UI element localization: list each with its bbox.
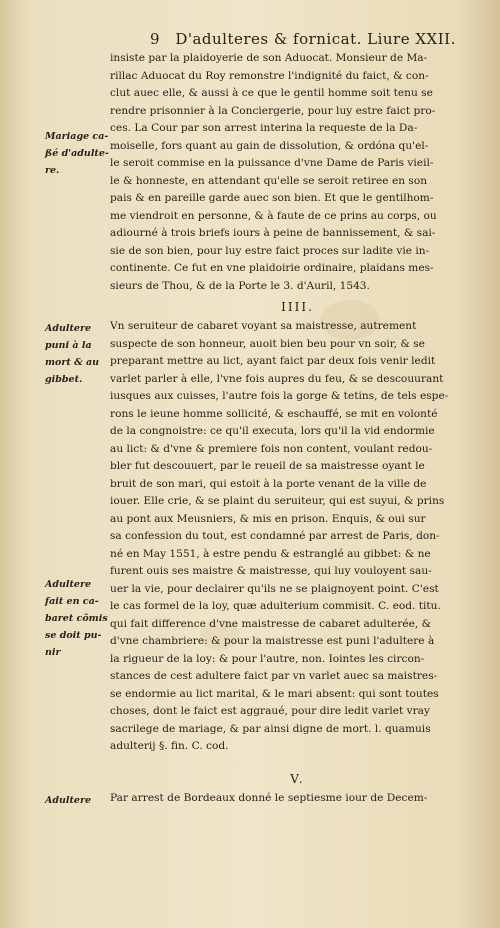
text-line: au pont aux Meusniers, & mis en prison. Enquis, & oui sur: [110, 512, 426, 525]
text-line: preparant mettre au lict, ayant faict par deux fois venir ledit: [110, 355, 436, 367]
text-line: au lict: & d'vne & premiere fois non content, voulant redou-: [110, 442, 433, 455]
text-line: suspecte de son honneur, auoit bien beu pour vn soir, & se: [110, 337, 425, 350]
text-line: insiste par la plaidoyerie de son Aduocat. Monsieur de Ma-: [110, 52, 428, 64]
margin-note: Adultere fait en ca- baret cõmis se doit pu- nir: [45, 579, 108, 658]
text-block-2: [110, 318, 485, 756]
text-line: né en May 1551, à estre pendu & estranglé au gibbet: & ne: [110, 547, 431, 560]
text-line: le cas formel de la loy, quæ adulterium commisit. C. eod. titu.: [110, 600, 441, 612]
text-line: clut auec elle, & aussi à ce que le gentil homme soit tenu se: [110, 87, 433, 99]
text-line: rendre prisonnier à la Conciergerie, pour luy estre faict pro-: [110, 104, 436, 117]
text-line: rons le ieune homme sollicité, & eschauffé, se mit en volonté: [110, 407, 438, 420]
text-line: choses, dont le faict est aggraué, pour dire ledit varlet vray: [110, 705, 430, 717]
text-line: bler fut descouuert, par le reueil de sa maistresse oyant le: [110, 460, 425, 472]
text-block-3: [110, 790, 485, 808]
page-number: 9: [150, 30, 161, 48]
text-line: me viendroit en personne, & à faute de ce prins au corps, ou: [110, 209, 437, 222]
text-line: Vn seruiteur de cabaret voyant sa maistresse, autrement: [110, 320, 417, 332]
section-heading: IIII.: [281, 300, 314, 314]
text-line: adiourné à trois briefs iours à peine de bannissement, & sai-: [110, 227, 436, 239]
text-line: bruit de son mari, qui estoit à la porte venant de la ville de: [110, 477, 427, 490]
margin-note: Adultere puni à la mort & au gibbet.: [45, 323, 100, 385]
text-line: rillac Aduocat du Roy remonstre l'indignité du faict, & con-: [110, 69, 429, 82]
text-line: iusques aux cuisses, l'autre fois la gorge & tetins, de tels espe-: [110, 390, 449, 402]
text-line: sacrilege de mariage, & par ainsi digne de mort. l. quamuis: [110, 722, 431, 735]
text-line: adulterij §. fin. C. cod.: [110, 740, 229, 752]
text-line: le & honneste, en attendant qu'elle se seroit retiree en son: [110, 174, 428, 187]
text-line: sie de son bien, pour luy estre faict proces sur ladite vie in-: [110, 244, 430, 257]
text-block-1: [110, 50, 485, 295]
text-line: le seroit commise en la puissance d'vne Dame de Paris vieil-: [110, 157, 434, 169]
text-line: stances de cest adultere faict par vn varlet auec sa maistres-: [110, 670, 438, 682]
running-title: D'adulteres & fornicat. Liure XXII.: [175, 30, 456, 48]
text-line: se endormie au lict marital, & le mari absent: qui sont toutes: [110, 687, 439, 700]
text-line: qui fait difference d'vne maistresse de cabaret adulterée, &: [110, 617, 432, 630]
text-line: continente. Ce fut en vne plaidoirie ordinaire, plaidans mes-: [110, 262, 434, 274]
text-line: uer la vie, pour declairer qu'ils ne se plaignoyent point. C'est: [110, 582, 439, 595]
text-line: iouer. Elle crie, & se plaint du seruiteur, qui est suyui, & prins: [110, 495, 445, 507]
text-line: ces. La Cour par son arrest interina la requeste de la Da-: [110, 122, 418, 134]
text-line: la rigueur de la loy: & pour l'autre, non. Iointes les circon-: [110, 652, 425, 665]
text-line: varlet parler à elle, l'vne fois aupres du feu, & se descouurant: [110, 372, 444, 385]
text-line: de la congnoistre: ce qu'il executa, lors qu'il la vid endormie: [110, 425, 435, 437]
text-line: furent ouis ses maistre & maistresse, qui luy vouloyent sau-: [110, 565, 432, 577]
margin-note: Adultere: [45, 795, 92, 806]
text-line: d'vne chambriere: & pour la maistresse est puni l'adultere à: [110, 635, 435, 647]
text-line: pais & en pareille garde auec son bien. Et que le gentilhom-: [110, 192, 434, 204]
text-line: Par arrest de Bordeaux donné le septiesme iour de Decem-: [110, 792, 428, 804]
running-header: [150, 30, 490, 48]
text-line: sieurs de Thou, & de la Porte le 3. d'Auril, 1543.: [110, 279, 370, 292]
section-heading: V.: [290, 772, 305, 786]
text-line: sa confession du tout, est condamné par arrest de Paris, don-: [110, 530, 440, 542]
text-line: moiselle, fors quant au gain de dissolution, & ordóna qu'el-: [110, 139, 429, 152]
margin-note: Mariage ca- ßé d'adulte- re.: [45, 131, 109, 176]
